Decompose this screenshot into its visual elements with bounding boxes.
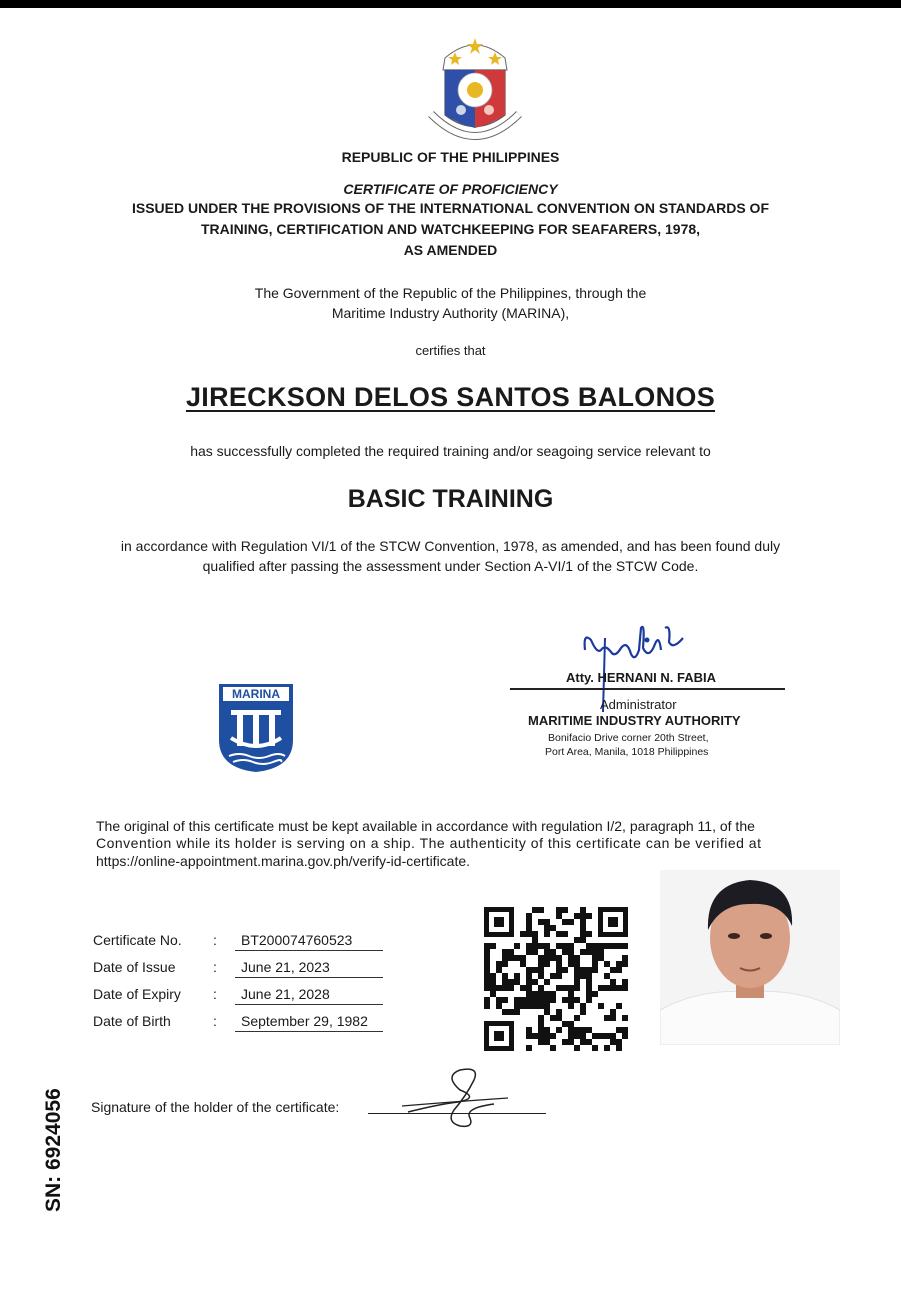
- field-colon: :: [213, 1013, 217, 1029]
- field-value-certificate-no: BT200074760523: [235, 932, 383, 951]
- field-value-date-of-birth: September 29, 1982: [235, 1013, 383, 1032]
- signatory-address-1: Bonifacio Drive corner 20th Street,: [548, 732, 709, 744]
- signatory-address-2: Port Area, Manila, 1018 Philippines: [545, 746, 709, 758]
- holder-name: JIRECKSON DELOS SANTOS BALONOS: [185, 382, 716, 412]
- signatory-org: MARITIME INDUSTRY AUTHORITY: [528, 713, 741, 728]
- signatory-title: Administrator: [600, 697, 677, 712]
- notice-line-1: The original of this certificate must be kept available in accordance with regulation I/2, paragraph 11, of the: [96, 818, 755, 834]
- certifies-text: certifies that: [415, 343, 486, 358]
- serial-number: SN: 6924056: [42, 1088, 65, 1212]
- field-label-date-of-expiry: Date of Expiry: [93, 986, 181, 1002]
- issued-line-2: TRAINING, CERTIFICATION AND WATCHKEEPING FOR SEAFARERS, 1978,: [200, 221, 701, 237]
- signatory-name: Atty. HERNANI N. FABIA: [566, 670, 716, 685]
- field-colon: :: [213, 986, 217, 1002]
- signatory-line: [510, 688, 785, 690]
- field-value-date-of-issue: June 21, 2023: [235, 959, 383, 978]
- field-label-certificate-no: Certificate No.: [93, 932, 182, 948]
- holder-signature: [400, 1062, 510, 1132]
- field-colon: :: [213, 959, 217, 975]
- accordance-line-2: qualified after passing the assessment under Section A-VI/1 of the STCW Code.: [202, 558, 699, 574]
- certificate-type: CERTIFICATE OF PROFICIENCY: [343, 181, 558, 197]
- program-title: BASIC TRAINING: [347, 485, 554, 513]
- qr-code[interactable]: [484, 907, 628, 1051]
- holder-photo: [660, 870, 840, 1045]
- field-value-date-of-expiry: June 21, 2028: [235, 986, 383, 1005]
- country-title: REPUBLIC OF THE PHILIPPINES: [341, 149, 560, 165]
- holder-signature-label: Signature of the holder of the certificate:: [91, 1099, 340, 1115]
- notice-url[interactable]: https://online-appointment.marina.gov.ph/verify-id-certificate.: [96, 853, 471, 869]
- completed-text: has successfully completed the required training and/or seagoing service relevant to: [190, 443, 711, 459]
- notice-line-2: Convention while its holder is serving on a ship. The authenticity of this certificate can be verified at: [96, 835, 762, 851]
- intro-line-2: Maritime Industry Authority (MARINA),: [331, 305, 570, 321]
- field-label-date-of-issue: Date of Issue: [93, 959, 176, 975]
- field-label-date-of-birth: Date of Birth: [93, 1013, 171, 1029]
- philippine-seal-icon: [415, 30, 535, 148]
- issued-line-1: ISSUED UNDER THE PROVISIONS OF THE INTERNATIONAL CONVENTION ON STANDARDS OF: [131, 200, 770, 216]
- field-colon: :: [213, 932, 217, 948]
- issued-line-3: AS AMENDED: [403, 242, 498, 258]
- top-border: [0, 0, 901, 8]
- marina-logo: [217, 682, 295, 774]
- intro-line-1: The Government of the Republic of the Philippines, through the: [254, 285, 647, 301]
- accordance-line-1: in accordance with Regulation VI/1 of the STCW Convention, 1978, as amended, and has been found duly: [120, 538, 781, 554]
- svg-text:MARINA: MARINA: [232, 687, 280, 701]
